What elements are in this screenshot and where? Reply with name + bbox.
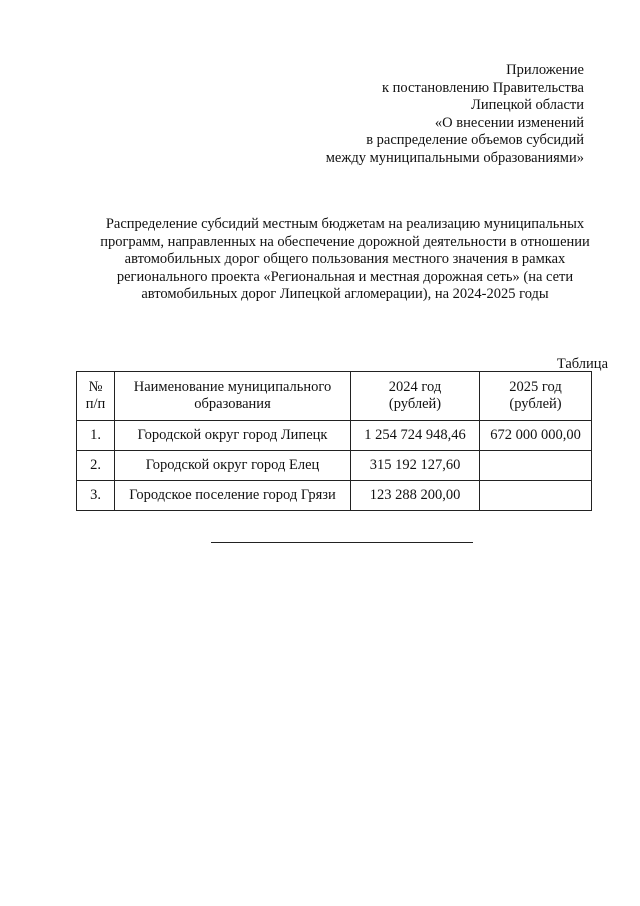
cell-num: 3. <box>77 481 115 511</box>
appendix-block <box>326 62 584 168</box>
header-num-line: № <box>88 379 103 395</box>
subsidies-table <box>76 371 592 511</box>
table-row <box>77 451 592 481</box>
cell-2025: 672 000 000,00 <box>480 421 592 451</box>
cell-num: 1. <box>77 421 115 451</box>
appendix-line: Приложение <box>506 62 584 78</box>
appendix-line: Липецкой области <box>471 97 584 114</box>
cell-2024: 1 254 724 948,46 <box>351 421 480 451</box>
header-2025 <box>480 372 592 421</box>
cell-name: Городской округ город Липецк <box>115 421 351 451</box>
header-2025-line: (рублей) <box>509 396 562 412</box>
header-2024-line: (рублей) <box>388 396 442 412</box>
cell-2024: 315 192 127,60 <box>351 451 480 481</box>
table-row <box>77 421 592 451</box>
title-line: автомобильных дорог общего пользования местного значения в рамках <box>124 251 566 268</box>
cell-name: Городское поселение город Грязи <box>115 481 351 511</box>
cell-num: 2. <box>77 451 115 481</box>
title-line: регионального проекта «Региональная и местная дорожная сеть» (на сети <box>116 268 574 285</box>
document-title <box>60 216 630 304</box>
cell-name: Городской округ город Елец <box>115 451 351 481</box>
separator-line <box>211 542 473 543</box>
header-num-line: п/п <box>85 396 106 412</box>
appendix-line: к постановлению Правительства <box>382 79 584 96</box>
cell-2024: 123 288 200,00 <box>351 481 480 511</box>
header-name-line: образования <box>194 396 271 412</box>
table-header-row <box>77 372 592 421</box>
title-line: программ, направленных на обеспечение дорожной деятельности в отношении <box>100 233 590 250</box>
title-line: Распределение субсидий местным бюджетам на реализацию муниципальных <box>105 216 585 232</box>
table-caption: Таблица <box>556 356 608 372</box>
header-2024-line: 2024 год <box>388 379 442 395</box>
header-num <box>77 372 115 421</box>
appendix-line: в распределение объемов субсидий <box>366 132 584 149</box>
appendix-line: «О внесении изменений <box>434 114 584 131</box>
appendix-line: между муниципальными образованиями» <box>325 149 584 166</box>
header-name <box>115 372 351 421</box>
table-row <box>77 481 592 511</box>
header-2024 <box>351 372 480 421</box>
cell-2025 <box>480 481 592 511</box>
header-2025-line: 2025 год <box>509 379 562 395</box>
cell-2025 <box>480 451 592 481</box>
title-line: автомобильных дорог Липецкой агломерации), на 2024-2025 годы <box>141 286 549 303</box>
header-name-line: Наименование муниципального <box>133 379 332 395</box>
